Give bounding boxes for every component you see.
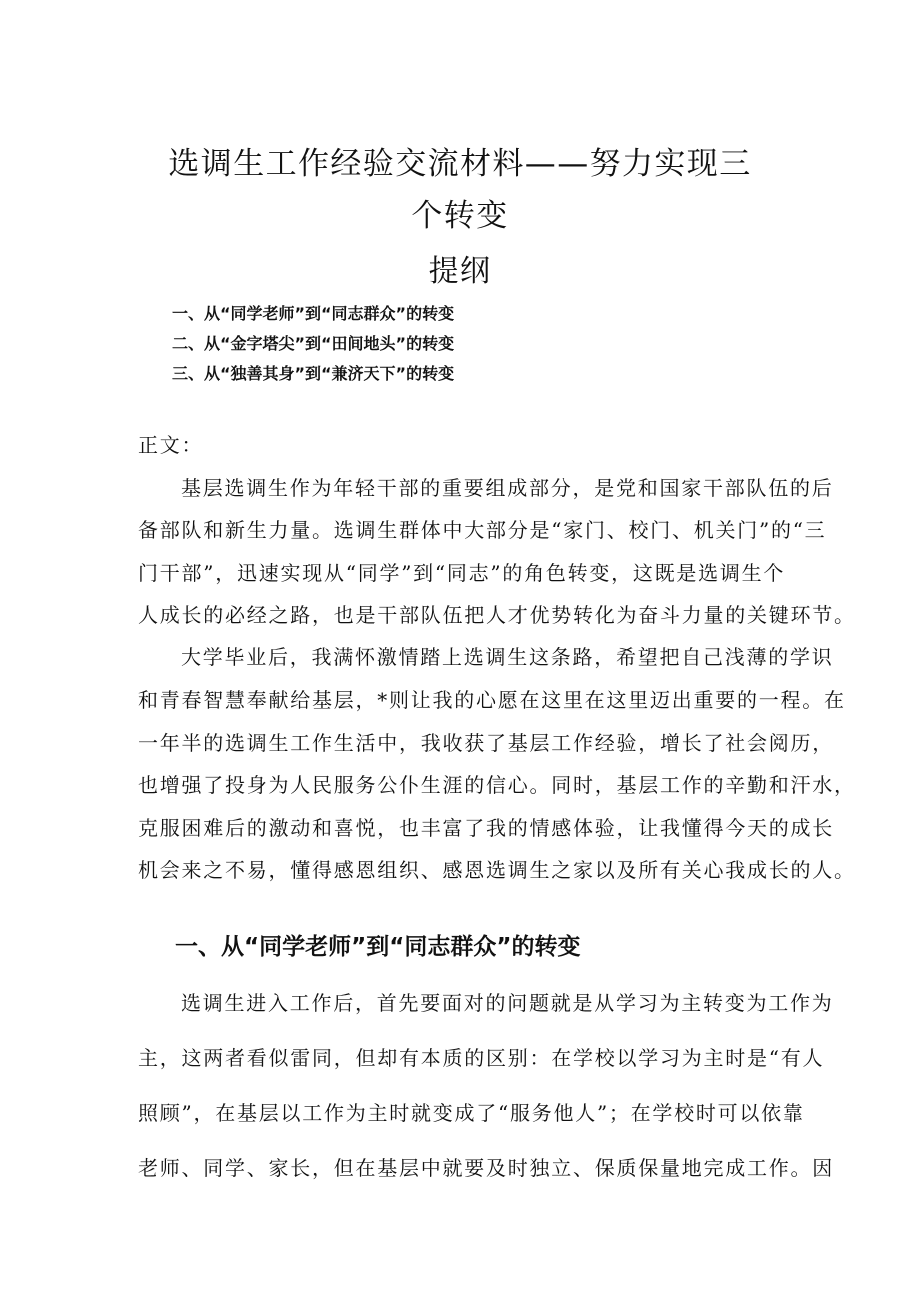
outline-heading: 提纲	[428, 254, 492, 289]
paragraph-line: 主，这两者看似雷同，但却有本质的区别：在学校以学习为主时是“有人	[138, 1046, 825, 1070]
document-title-line-2: 个转变	[411, 198, 509, 234]
paragraph-line: 机会来之不易，懂得感恩组织、感恩选调生之家以及所有关心我成长的人。	[138, 858, 856, 882]
paragraph-line: 基层选调生作为年轻干部的重要组成部分，是党和国家干部队伍的后	[181, 476, 834, 500]
paragraph-line: 选调生进入工作后，首先要面对的问题就是从学习为主转变为工作为	[181, 991, 834, 1015]
paragraph-line: 门干部”，迅速实现从“同学”到“同志”的角色转变，这既是选调生个	[138, 561, 786, 585]
paragraph-line: 老师、同学、家长，但在基层中就要及时独立、保质保量地完成工作。因	[138, 1156, 834, 1180]
paragraph-line: 照顾”，在基层以工作为主时就变成了“服务他人”；在学校时可以依靠	[138, 1101, 805, 1125]
body-label: 正文：	[138, 433, 204, 457]
outline-item: 一、从“同学老师”到“同志群众”的转变	[172, 304, 455, 323]
paragraph-line: 备部队和新生力量。选调生群体中大部分是“家门、校门、机关门”的“三	[138, 518, 827, 542]
paragraph-line: 大学毕业后，我满怀激情踏上选调生这条路，希望把自己浅薄的学识	[181, 645, 834, 669]
outline-item: 二、从“金字塔尖”到“田间地头”的转变	[172, 334, 455, 353]
paragraph-line: 一年半的选调生工作生活中，我收获了基层工作经验，增长了社会阅历，	[138, 731, 834, 755]
paragraph-line: 和青春智慧奉献给基层，*则让我的心愿在这里在这里迈出重要的一程。在	[138, 688, 846, 712]
paragraph-line: 克服困难后的激动和喜悦，也丰富了我的情感体验，让我懂得今天的成长	[138, 816, 834, 840]
paragraph-line: 人成长的必经之路，也是干部队伍把人才优势转化为奋斗力量的关键环节。	[138, 603, 856, 627]
paragraph-line: 也增强了投身为人民服务公仆生涯的信心。同时，基层工作的辛勤和汗水，	[138, 773, 856, 797]
document-title-line-1: 选调生工作经验交流材料——努力实现三	[168, 146, 752, 182]
section-heading: 一、从“同学老师”到“同志群众”的转变	[175, 934, 581, 960]
outline-item: 三、从“独善其身”到“兼济天下”的转变	[172, 364, 455, 383]
